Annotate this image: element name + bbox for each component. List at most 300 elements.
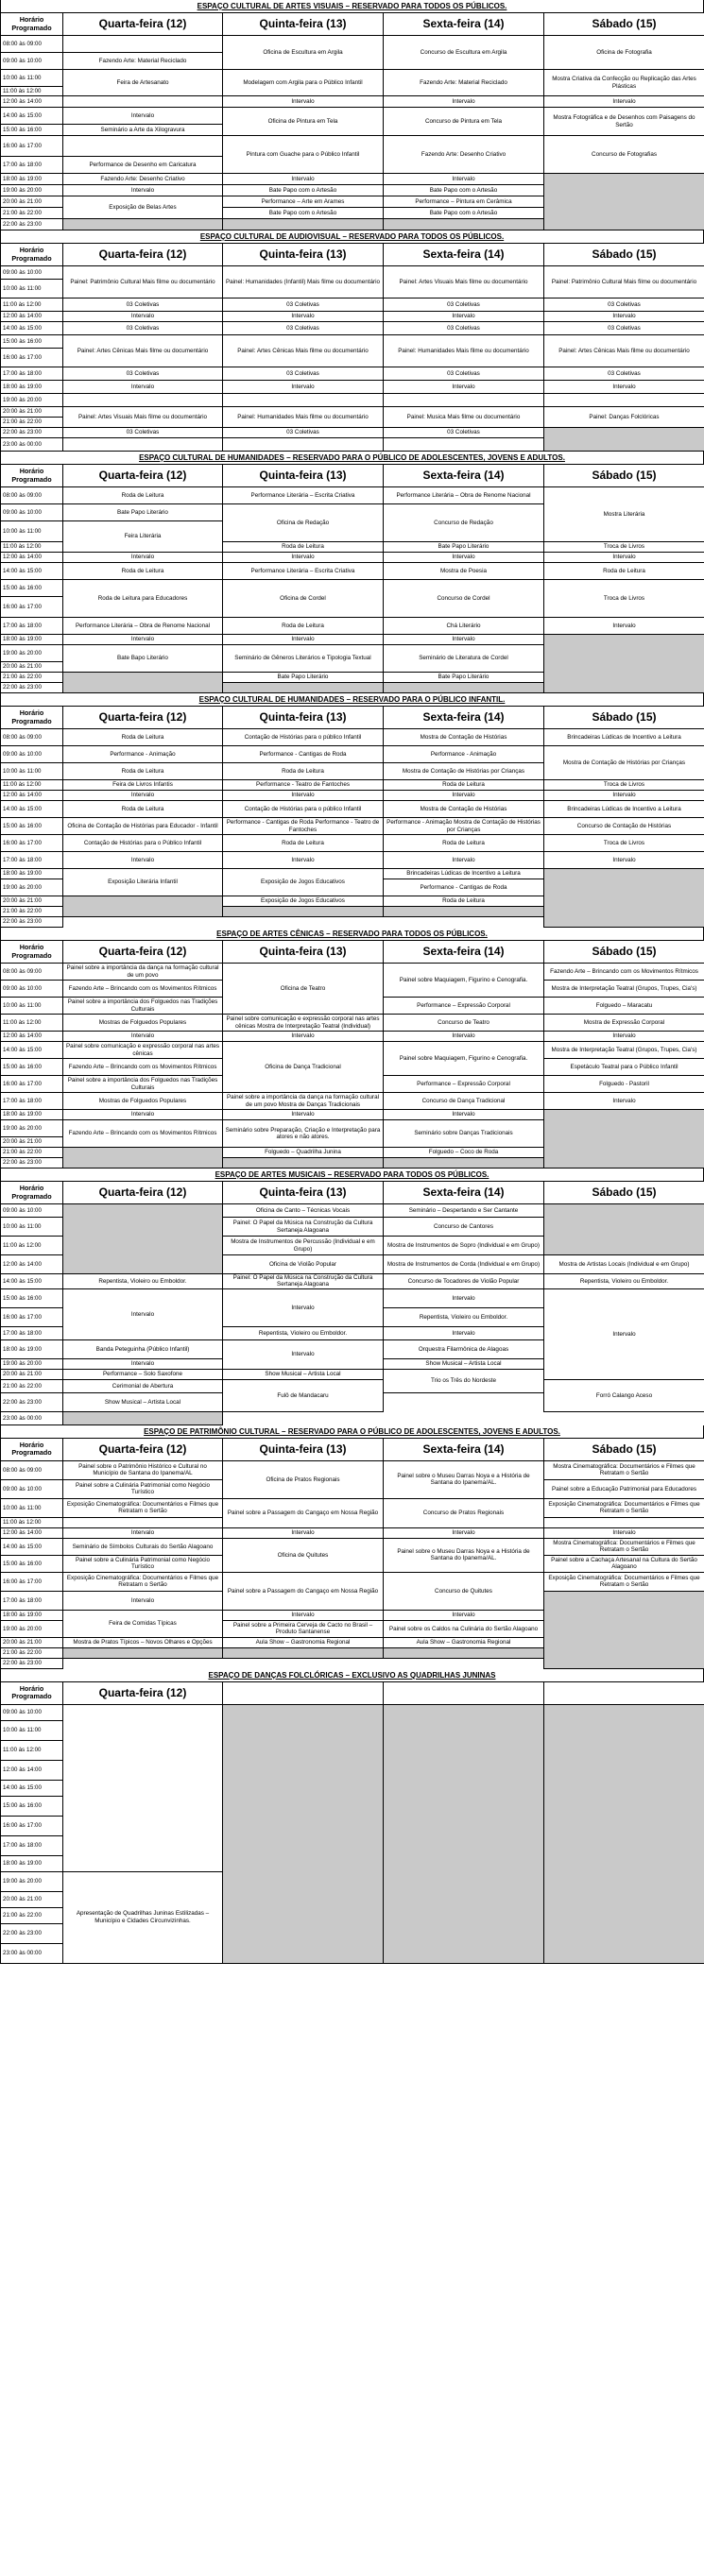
activity-oficina-de-pratos-regionais: Oficina de Pratos Regionais [223,1460,384,1498]
time-slot: 19:00 às 20:00 [1,1120,63,1137]
time-slot: 22:00 às 23:00 [1,917,63,928]
activity-painel-artes-visuais-mais-filme-ou-docum: Painel: Artes Visuais Mais filme ou documentário [63,407,223,428]
activity-exposicao-cinematografica-documentarios-: Exposição Cinematográfica: Documentários e Filmes que Retratam o Sertão [63,1572,223,1591]
activity-performance-animacao: Performance - Animação [384,746,544,763]
activity-cha-literario: Chá Literário [384,618,544,635]
activity-intervalo: Intervalo [63,381,223,394]
activity-intervalo: Intervalo [544,381,704,394]
time-row [1,381,704,394]
time-slot: 20:00 às 21:00 [1,196,63,208]
activity-brincadeiras-ludicas-de-incentivo-a-leit: Brincadeiras Lúdicas de Incentivo a Leitura [384,869,544,879]
time-slot: 22:00 às 23:00 [1,1392,63,1411]
section-title: ESPAÇO CULTURAL DE ARTES VISUAIS – RESERVADO PARA TODOS OS PÚBLICOS. [0,0,704,12]
activity-painel-sobre-a-importancia-dos-folguedos: Painel sobre a importância dos Folguedos nas Tradições Culturais [63,998,223,1015]
activity-intervalo: Intervalo [544,1527,704,1538]
activity-intervalo: Intervalo [223,96,384,108]
time-slot: 15:00 às 16:00 [1,125,63,136]
activity-roda-de-leitura: Roda de Leitura [63,563,223,580]
time-slot: 17:00 às 18:00 [1,852,63,869]
section-title: ESPAÇO DE ARTES MUSICAIS – RESERVADO PARA TODOS OS PÚBLICOS. [0,1169,704,1181]
time-slot: 10:00 às 11:00 [1,1498,63,1517]
empty-slot [384,438,544,452]
time-slot: 17:00 às 18:00 [1,1326,63,1339]
activity-contacao-de-historias-para-o-publico-inf: Contação de Histórias para o Público Infantil [63,835,223,852]
schedule-table [0,464,704,693]
activity-seminario-despertando-e-ser-cantante: Seminário – Despertando e Ser Cantante [384,1204,544,1218]
time-row [1,70,704,87]
activity-mostra-de-expressao-corporal: Mostra de Expressão Corporal [544,1015,704,1032]
activity-show-musical-artista-local: Show Musical – Artista Local [384,1358,544,1369]
activity-painel-sobre-a-culinaria-patrimonial-com: Painel sobre a Culinária Patrimonial como Negócio Turístico [63,1479,223,1498]
activity-exposicao-cinematografica-documentarios-: Exposição Cinematográfica: Documentários e Filmes que Retratam o Sertão [544,1498,704,1517]
activity-mostra-de-instrumentos-de-corda-individu: Mostra de Instrumentos de Corda (Individual e em Grupo) [384,1255,544,1274]
time-column-header: Horário Programado [1,941,63,964]
activity-oficina-de-fotografia: Oficina de Fotografia [544,36,704,70]
activity-roda-de-leitura: Roda de Leitura [223,835,384,852]
time-slot: 14:00 às 15:00 [1,1538,63,1555]
activity-feira-literaria: Feira Literária [63,521,223,553]
time-slot: 20:00 às 21:00 [1,662,63,673]
time-slot: 15:00 às 16:00 [1,1059,63,1076]
time-column-header: Horário Programado [1,244,63,266]
section-title: ESPAÇO CULTURAL DE HUMANIDADES – RESERVADO PARA O PÚBLICO INFANTIL. [0,693,704,706]
activity-03-coletivas: 03 Coletivas [63,428,223,438]
time-row [1,96,704,108]
time-slot: 09:00 às 10:00 [1,266,63,280]
time-row [1,407,704,418]
unavailable-slot [544,635,704,693]
activity-concurso-de-cordel: Concurso de Cordel [384,580,544,618]
activity-intervalo: Intervalo [63,1110,223,1120]
time-slot: 08:00 às 09:00 [1,729,63,746]
activity-folguedo-maracatu: Folguedo – Maracatu [544,998,704,1015]
activity-seminario-de-generos-literarios-e-tipolo: Seminário de Gêneros Literários e Tipologia Textual [223,645,384,673]
time-row [1,1015,704,1032]
day-header: Sexta-feira (14) [384,1182,544,1204]
time-slot: 18:00 às 19:00 [1,1339,63,1358]
activity-concurso-de-redacao: Concurso de Redação [384,504,544,542]
activity-intervalo: Intervalo [544,791,704,801]
activity-intervalo: Intervalo [223,1288,384,1326]
day-header: Quinta-feira (13) [223,941,384,964]
time-slot: 09:00 às 10:00 [1,746,63,763]
time-row [1,1093,704,1110]
time-slot: 21:00 às 22:00 [1,1907,63,1923]
day-header: Quarta-feira (12) [63,1681,223,1704]
activity-contacao-de-historias-para-o-publico-inf: Contação de Histórias para o público Infantil [223,801,384,818]
activity-bate-papo-literario: Bate Papo Literário [384,542,544,553]
time-slot: 19:00 às 20:00 [1,185,63,196]
activity-mostra-de-contacao-de-historias: Mostra de Contação de Histórias [384,729,544,746]
activity-intervalo: Intervalo [384,1326,544,1339]
activity-painel-dancas-folcloricas: Painel: Danças Folclóricas [544,407,704,428]
time-slot: 19:00 às 20:00 [1,879,63,896]
activity-feira-de-artesanato: Feira de Artesanato [63,70,223,96]
activity-intervalo: Intervalo [223,791,384,801]
activity-painel-sobre-o-patrimonio-historico-e-cu: Painel sobre o Patrimônio Histórico e Cultural no Município de Santana do Ipanema/AL [63,1460,223,1479]
time-slot: 22:00 às 23:00 [1,1923,63,1943]
activity-intervalo: Intervalo [223,1527,384,1538]
activity-intervalo: Intervalo [63,635,223,645]
activity-bate-papo-literario: Bate Papo Literário [384,673,544,683]
activity-03-coletivas: 03 Coletivas [223,322,384,335]
time-slot: 09:00 às 10:00 [1,981,63,998]
day-header: Quinta-feira (13) [223,244,384,266]
time-row [1,1704,704,1720]
activity-mostra-literaria: Mostra Literária [544,487,704,542]
activity-performance-literaria-escrita-criativa: Performance Literária – Escrita Criativa [223,487,384,504]
activity-exposicao-de-belas-artes: Exposição de Belas Artes [63,196,223,219]
activity-intervalo: Intervalo [544,553,704,563]
activity-03-coletivas: 03 Coletivas [384,322,544,335]
time-slot: 09:00 às 10:00 [1,53,63,70]
day-header: Sexta-feira (14) [384,707,544,729]
activity-painel-sobre-os-caldos-na-culinaria-do-s: Painel sobre os Caldos na Culinária do Sertão Alagoano [384,1620,544,1637]
activity-intervalo: Intervalo [544,1032,704,1042]
activity-intervalo: Intervalo [384,1110,544,1120]
activity-mostra-cinematografica-documentarios-e-f: Mostra Cinematográfica: Documentários e Filmes que Retratam o Sertão [544,1460,704,1479]
time-slot: 09:00 às 10:00 [1,504,63,521]
day-header: Quarta-feira (12) [63,465,223,487]
time-row [1,335,704,349]
activity-contacao-de-historias-para-o-publico-inf: Contação de Histórias para o público Infantil [223,729,384,746]
activity-bate-papo-com-o-artesao: Bate Papo com o Artesão [384,185,544,196]
time-slot: 08:00 às 09:00 [1,36,63,53]
activity-folguedo-pastoril: Folguedo - Pastoril [544,1076,704,1093]
activity-exposicao-de-jogos-educativos: Exposição de Jogos Educativos [223,896,384,907]
time-slot: 12:00 às 14:00 [1,1032,63,1042]
unavailable-slot [384,1704,544,1963]
activity-painel-artes-cenicas-mais-filme-ou-docum: Painel: Artes Cênicas Mais filme ou documentário [544,335,704,367]
time-slot: 12:00 às 14:00 [1,553,63,563]
time-slot: 17:00 às 18:00 [1,157,63,174]
time-row [1,394,704,407]
activity-intervalo: Intervalo [544,312,704,322]
unavailable-slot [223,683,384,693]
time-slot: 15:00 às 16:00 [1,1796,63,1816]
day-header: Sexta-feira (14) [384,244,544,266]
schedule-table [0,1438,704,1669]
time-slot: 12:00 às 14:00 [1,791,63,801]
empty-slot [544,1517,704,1527]
day-header: Sexta-feira (14) [384,13,544,36]
unavailable-slot [384,1647,544,1658]
activity-intervalo: Intervalo [384,1527,544,1538]
time-slot: 10:00 às 11:00 [1,1218,63,1237]
activity-trio-os-tres-do-nordeste: Trio os Três do Nordeste [384,1369,544,1392]
time-row [1,1288,704,1307]
unavailable-slot [384,907,544,917]
activity-painel-sobre-a-primeira-cerveja-de-cacto: Painel sobre a Primeira Cerveja de Cacto no Brasil – Produto Santanense [223,1620,384,1637]
activity-repentista-violeiro-ou-emboldor: Repentista, Violeiro ou Emboldor. [544,1274,704,1289]
activity-mostra-de-instrumentos-de-percussao-indi: Mostra de Instrumentos de Percussão (Individual e em Grupo) [223,1237,384,1255]
activity-intervalo: Intervalo [223,852,384,869]
activity-fazendo-arte-brincando-com-os-movimentos: Fazendo Arte – Brincando com os Movimentos Rítmicos [63,1059,223,1076]
activity-concurso-de-fotografias: Concurso de Fotografias [544,136,704,174]
activity-mostra-criativa-da-confeccao-ou-replicac: Mostra Criativa da Confecção ou Replicação das Artes Plásticas [544,70,704,96]
time-slot: 10:00 às 11:00 [1,280,63,299]
unavailable-slot [544,1704,704,1963]
time-row [1,580,704,597]
unavailable-slot [223,219,384,230]
activity-roda-de-leitura: Roda de Leitura [223,763,384,780]
section-title: ESPAÇO CULTURAL DE AUDIOVISUAL – RESERVADO PARA TODOS OS PÚBLICOS. [0,230,704,243]
activity-03-coletivas: 03 Coletivas [63,322,223,335]
time-slot: 10:00 às 11:00 [1,998,63,1015]
activity-mostra-de-contacao-de-historias-por-cria: Mostra de Contação de Histórias por Crianças [384,763,544,780]
day-header: Quinta-feira (13) [223,465,384,487]
activity-feira-de-livros-infantis: Feira de Livros Infantis [63,780,223,791]
activity-show-musical-artista-local: Show Musical – Artista Local [223,1369,384,1379]
time-slot: 18:00 às 19:00 [1,1110,63,1120]
time-column-header: Horário Programado [1,465,63,487]
activity-mostra-de-artistas-locais-individual-e-e: Mostra de Artistas Locais (Individual e em Grupo) [544,1255,704,1274]
activity-modelagem-com-argila-para-o-publico-infa: Modelagem com Argila para o Público Infantil [223,70,384,96]
activity-oficina-de-redacao: Oficina de Redação [223,504,384,542]
time-slot: 17:00 às 18:00 [1,1591,63,1610]
activity-performance-literaria-obra-de-renome-nac: Performance Literária – Obra de Renome Nacional [384,487,544,504]
unavailable-slot [223,1704,384,1963]
activity-painel-sobre-o-museu-darras-noya-e-a-his: Painel sobre o Museu Darras Noya e a História de Santana do Ipanema/AL. [384,1460,544,1498]
activity-03-coletivas: 03 Coletivas [63,299,223,312]
activity-painel-o-papel-da-musica-na-construcao-d: Painel: O Papel da Música na Construção da Cultura Sertaneja Alagoana [223,1218,384,1237]
day-header: Sábado (15) [544,1182,704,1204]
time-slot: 23:00 às 00:00 [1,438,63,452]
activity-aula-show-gastronomia-regional: Aula Show – Gastronomia Regional [223,1637,384,1647]
activity-repentista-violeiro-ou-emboldor: Repentista, Violeiro ou Emboldor. [384,1307,544,1326]
activity-folguedo-coco-de-roda: Folguedo – Coco de Roda [384,1148,544,1158]
activity-performance-solo-saxofone: Performance – Solo Saxofone [63,1369,223,1379]
day-header: Sábado (15) [544,1438,704,1460]
activity-mostras-de-folguedos-populares: Mostras de Folguedos Populares [63,1093,223,1110]
activity-seminario-sobre-dancas-tradicionais: Seminário sobre Danças Tradicionais [384,1120,544,1148]
activity-painel-o-papel-da-musica-na-construcao-d: Painel: O Papel da Música na Construção da Cultura Sertaneja Alagoana [223,1274,384,1289]
time-column-header: Horário Programado [1,13,63,36]
activity-intervalo: Intervalo [63,312,223,322]
day-header: Sexta-feira (14) [384,465,544,487]
time-slot: 15:00 às 16:00 [1,1555,63,1572]
activity-mostra-de-instrumentos-de-sopro-individu: Mostra de Instrumentos de Sopro (Individual e em Grupo) [384,1237,544,1255]
activity-intervalo: Intervalo [544,1093,704,1110]
activity-intervalo: Intervalo [223,635,384,645]
day-header: Quarta-feira (12) [63,1182,223,1204]
unavailable-slot [544,174,704,230]
activity-03-coletivas: 03 Coletivas [384,428,544,438]
activity-painel-artes-cenicas-mais-filme-ou-docum: Painel: Artes Cênicas Mais filme ou documentário [223,335,384,367]
time-row [1,780,704,791]
empty-day-header [544,1681,704,1704]
activity-concurso-de-danca-tradicional: Concurso de Dança Tradicional [384,1093,544,1110]
time-row [1,964,704,981]
day-header: Sexta-feira (14) [384,941,544,964]
time-slot: 14:00 às 15:00 [1,563,63,580]
time-slot: 11:00 às 12:00 [1,87,63,96]
time-slot: 16:00 às 17:00 [1,1307,63,1326]
activity-intervalo: Intervalo [63,1591,223,1610]
time-slot: 11:00 às 12:00 [1,780,63,791]
activity-intervalo: Intervalo [384,1032,544,1042]
empty-slot [63,394,223,407]
time-slot: 14:00 às 15:00 [1,1274,63,1289]
activity-intervalo: Intervalo [223,1110,384,1120]
activity-concurso-de-contacao-de-historias: Concurso de Contação de Histórias [544,818,704,835]
time-slot: 14:00 às 15:00 [1,322,63,335]
time-row [1,1274,704,1289]
activity-apresentacao-de-quadrilhas-juninas-estil: Apresentação de Quadrilhas Juninas Estilizadas – Município e Cidades Circunvizinhas. [63,1871,223,1963]
activity-fulo-de-mandacaru: Fulô de Mandacaru [223,1379,384,1411]
time-slot: 22:00 às 23:00 [1,683,63,693]
time-row [1,791,704,801]
unavailable-slot [63,896,223,917]
time-slot: 21:00 às 22:00 [1,673,63,683]
activity-intervalo: Intervalo [63,1358,223,1369]
unavailable-slot [384,1158,544,1169]
activity-intervalo: Intervalo [223,553,384,563]
activity-concurso-de-tocadores-de-violao-popular: Concurso de Tocadores de Violão Popular [384,1274,544,1289]
activity-performance-expressao-corporal: Performance – Expressão Corporal [384,998,544,1015]
activity-feira-de-comidas-tipicas: Feira de Comidas Típicas [63,1610,223,1637]
activity-painel-patrimonio-cultural-mais-filme-ou: Painel: Patrimônio Cultural Mais filme ou documentário [544,266,704,299]
time-slot: 21:00 às 22:00 [1,1647,63,1658]
time-row [1,428,704,438]
activity-troca-de-livros: Troca de Livros [544,542,704,553]
activity-intervalo: Intervalo [544,1288,704,1379]
activity-03-coletivas: 03 Coletivas [223,428,384,438]
unavailable-slot [63,1148,223,1169]
activity-intervalo: Intervalo [63,852,223,869]
unavailable-slot [63,219,223,230]
activity-brincadeiras-ludicas-de-incentivo-a-leit: Brincadeiras Lúdicas de Incentivo a Leitura [544,729,704,746]
activity-seminario-de-literatura-de-cordel: Seminário de Literatura de Cordel [384,645,544,673]
unavailable-slot [63,1204,223,1274]
schedule-table [0,940,704,1169]
empty-day-header [223,1681,384,1704]
time-slot: 23:00 às 00:00 [1,1411,63,1424]
time-slot: 11:00 às 12:00 [1,1517,63,1527]
activity-mostra-de-interpretacao-teatral-grupos-t: Mostra de Interpretação Teatral (Grupos, Trupes, Cia's) [544,1042,704,1059]
schedule-table [0,243,704,452]
time-slot: 20:00 às 21:00 [1,896,63,907]
empty-slot [63,136,223,157]
time-slot: 16:00 às 17:00 [1,597,63,618]
activity-intervalo: Intervalo [63,1288,223,1339]
activity-exposicao-cinematografica-documentarios-: Exposição Cinematográfica: Documentários e Filmes que Retratam o Sertão [544,1572,704,1591]
time-slot: 22:00 às 23:00 [1,1158,63,1169]
activity-intervalo: Intervalo [384,96,544,108]
unavailable-slot [223,907,384,917]
empty-slot [384,394,544,407]
activity-oficina-de-contacao-de-historias-para-ed: Oficina de Contação de Histórias para Educador - Infantil [63,818,223,835]
activity-intervalo: Intervalo [384,1288,544,1307]
section-title: ESPAÇO DE PATRIMÔNIO CULTURAL – RESERVADO PARA O PÚBLICO DE ADOLESCENTES, JOVENS E ADULTOS. [0,1425,704,1438]
time-row [1,1032,704,1042]
unavailable-slot [384,683,544,693]
time-slot: 10:00 às 11:00 [1,521,63,542]
activity-roda-de-leitura: Roda de Leitura [384,780,544,791]
time-slot: 20:00 às 21:00 [1,407,63,418]
time-slot: 22:00 às 23:00 [1,428,63,438]
time-slot: 18:00 às 19:00 [1,635,63,645]
activity-orquestra-filarmonica-de-alagoas: Orquestra Filarmônica de Alagoas [384,1339,544,1358]
empty-slot [63,1517,223,1527]
activity-painel-sobre-a-importancia-da-danca-na-f: Painel sobre a importância da dança na formação cultural de um povo [63,964,223,981]
activity-roda-de-leitura: Roda de Leitura [63,763,223,780]
activity-painel-sobre-a-passagem-do-cangaco-em-no: Painel sobre a Passagem do Cangaço em Nossa Região [223,1572,384,1610]
activity-painel-musica-mais-filme-ou-documentario: Painel: Musica Mais filme ou documentário [384,407,544,428]
time-slot: 15:00 às 16:00 [1,818,63,835]
time-row [1,618,704,635]
time-row [1,1411,704,1424]
activity-painel-sobre-o-museu-darras-noya-e-a-his: Painel sobre o Museu Darras Noya e a História de Santana do Ipanema/AL. [384,1538,544,1572]
schedule-table [0,12,704,230]
time-slot: 11:00 às 12:00 [1,542,63,553]
unavailable-slot [223,1647,384,1658]
activity-painel-sobre-a-cachaca-artesanal-na-cult: Painel sobre a Cachaça Artesanal na Cultura do Sertão Alagoano [544,1555,704,1572]
activity-oficina-de-escultura-em-argila: Oficina de Escultura em Argila [223,36,384,70]
time-row [1,1042,704,1059]
activity-mostra-de-contacao-de-historias: Mostra de Contação de Histórias [384,801,544,818]
activity-performance-de-desenho-em-caricatura: Performance de Desenho em Caricatura [63,157,223,174]
time-slot: 16:00 às 17:00 [1,1572,63,1591]
activity-mostra-cinematografica-documentarios-e-f: Mostra Cinematográfica: Documentários e Filmes que Retratam o Sertão [544,1538,704,1555]
activity-03-coletivas: 03 Coletivas [223,299,384,312]
activity-painel-artes-visuais-mais-filme-ou-docum: Painel: Artes Visuais Mais filme ou documentário [384,266,544,299]
activity-oficina-de-canto-tecnicas-vocais: Oficina de Canto – Técnicas Vocais [223,1204,384,1218]
activity-pintura-com-guache-para-o-publico-infant: Pintura com Guache para o Público Infantil [223,136,384,174]
unavailable-slot [63,1411,223,1424]
activity-performance-literaria-escrita-criativa: Performance Literária – Escrita Criativa [223,563,384,580]
activity-performance-cantigas-de-roda: Performance - Cantigas de Roda [384,879,544,896]
time-slot: 21:00 às 22:00 [1,418,63,428]
activity-oficina-de-danca-tradicional: Oficina de Dança Tradicional [223,1042,384,1093]
activity-mostra-de-contacao-de-historias-por-cria: Mostra de Contação de Histórias por Crianças [544,746,704,780]
time-slot: 17:00 às 18:00 [1,618,63,635]
activity-intervalo: Intervalo [384,174,544,185]
time-slot: 14:00 às 15:00 [1,1042,63,1059]
activity-intervalo: Intervalo [223,1610,384,1620]
day-header: Quinta-feira (13) [223,1438,384,1460]
day-header: Sábado (15) [544,13,704,36]
empty-slot [223,394,384,407]
activity-aula-show-gastronomia-regional: Aula Show – Gastronomia Regional [384,1637,544,1647]
time-slot: 12:00 às 14:00 [1,1527,63,1538]
time-slot: 16:00 às 17:00 [1,136,63,157]
unavailable-slot [63,673,223,693]
activity-painel-humanidades-infantil-mais-filme-o: Painel: Humanidades (Infantil) Mais filme ou documentário [223,266,384,299]
activity-intervalo: Intervalo [223,381,384,394]
time-row [1,1204,704,1218]
activity-intervalo: Intervalo [63,791,223,801]
time-slot: 19:00 às 20:00 [1,645,63,662]
activity-concurso-de-escultura-em-argila: Concurso de Escultura em Argila [384,36,544,70]
day-header: Sábado (15) [544,707,704,729]
activity-forro-calango-aceso: Forró Calango Aceso [544,1379,704,1411]
activity-intervalo: Intervalo [544,852,704,869]
activity-intervalo: Intervalo [63,185,223,196]
time-slot: 09:00 às 10:00 [1,1479,63,1498]
activity-painel-patrimonio-cultural-mais-filme-ou: Painel: Patrimônio Cultural Mais filme ou documentário [63,266,223,299]
activity-roda-de-leitura: Roda de Leitura [384,835,544,852]
activity-roda-de-leitura: Roda de Leitura [223,618,384,635]
time-row [1,1572,704,1591]
activity-bate-papo-literario: Bate Papo Literário [223,673,384,683]
time-slot: 21:00 às 22:00 [1,208,63,219]
unavailable-slot [223,1158,384,1169]
activity-03-coletivas: 03 Coletivas [544,322,704,335]
schedule-table [0,706,704,928]
activity-intervalo: Intervalo [223,174,384,185]
time-row [1,1498,704,1517]
